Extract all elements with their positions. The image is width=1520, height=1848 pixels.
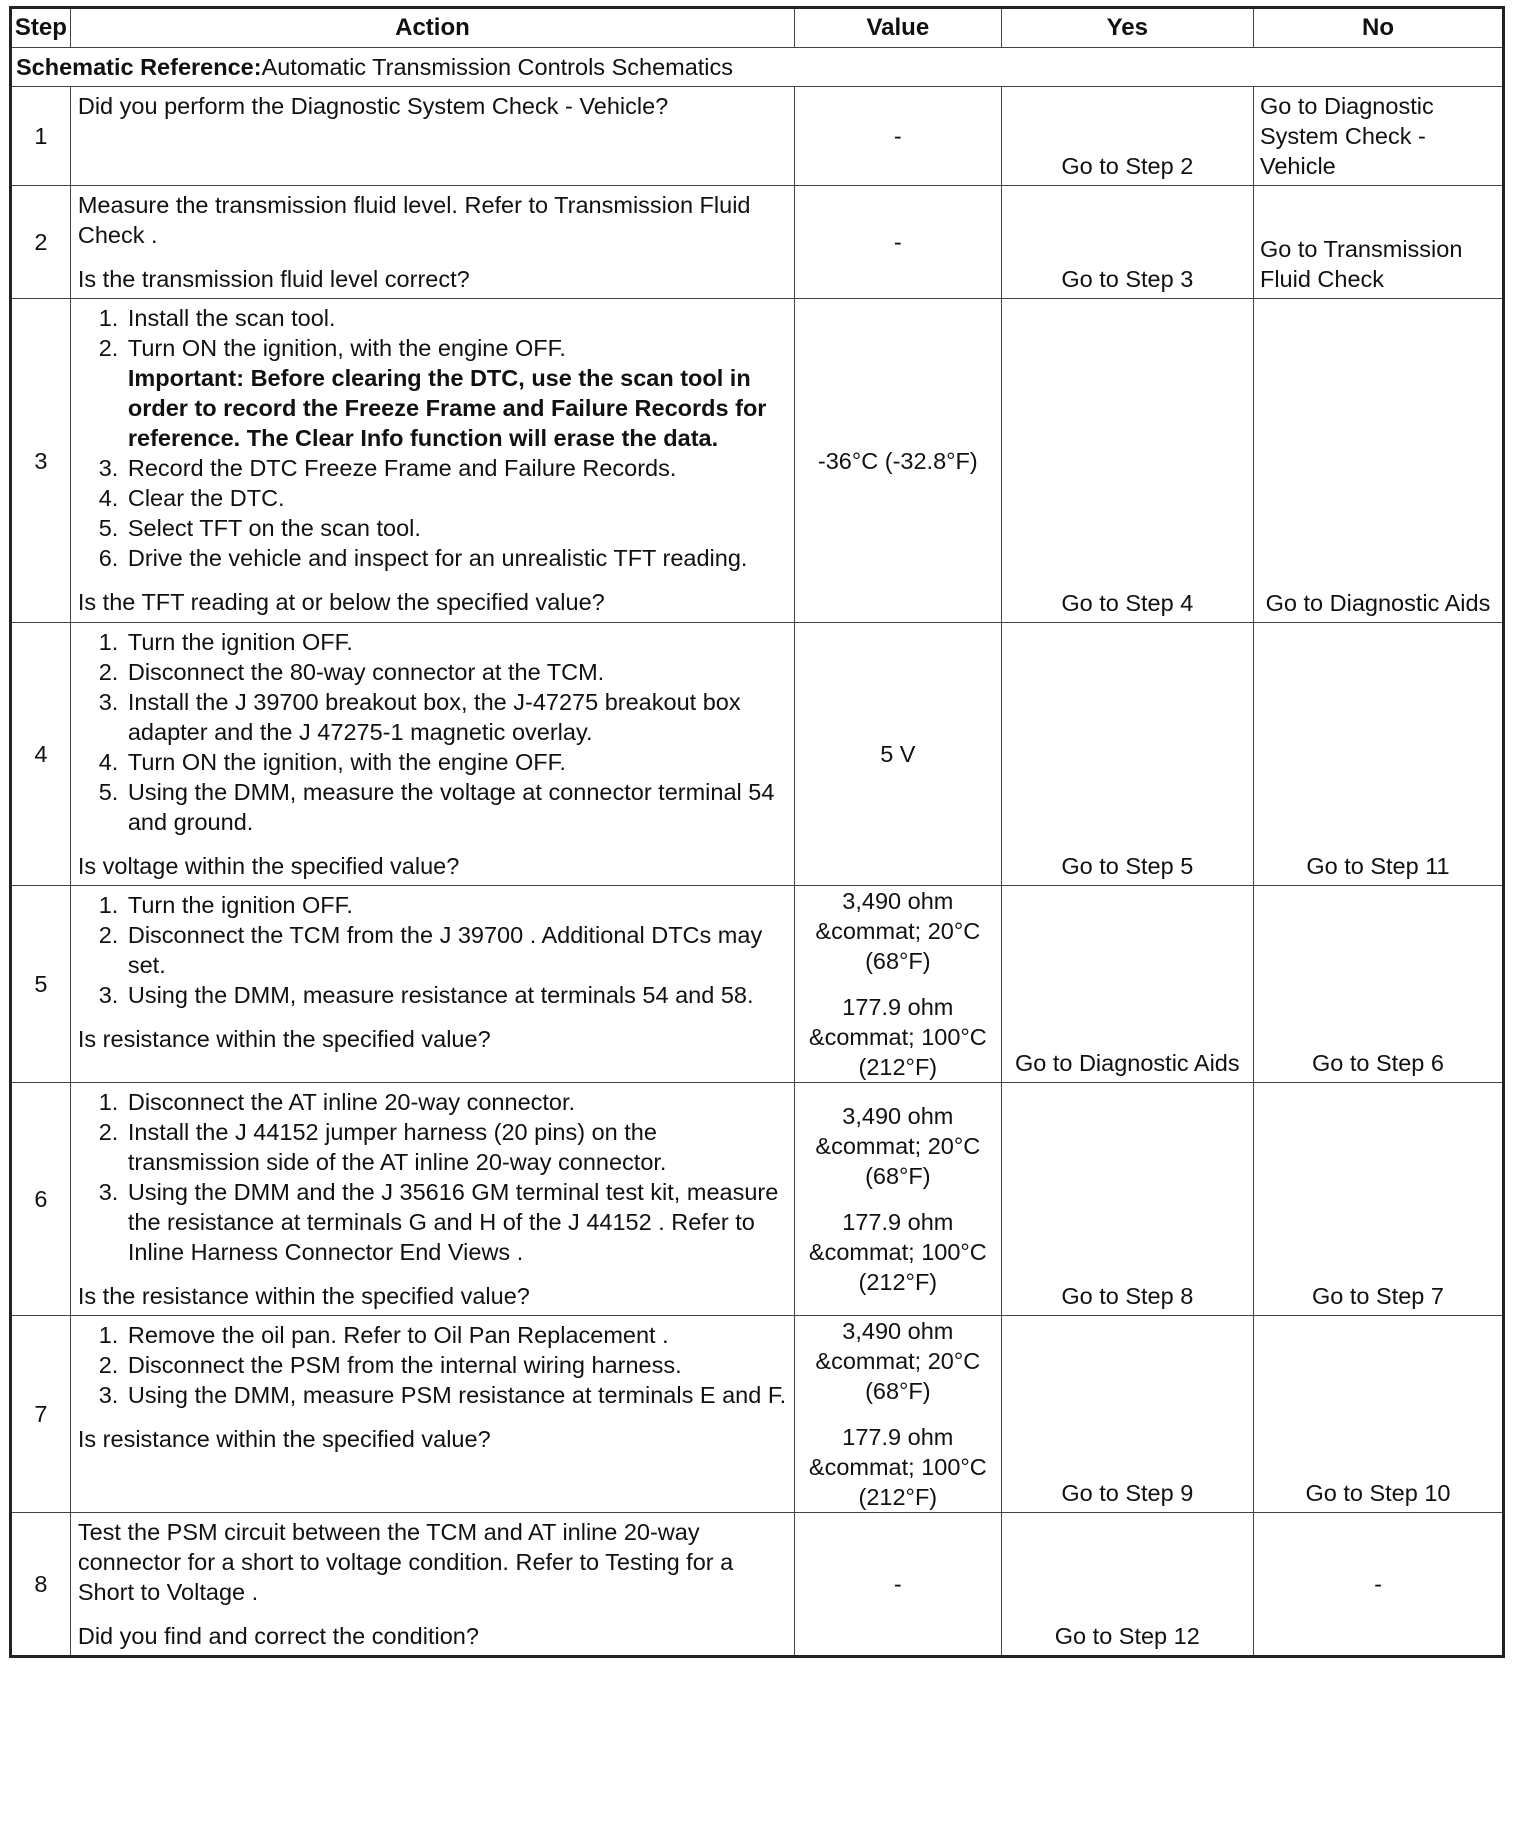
list-item: 1. Remove the oil pan. Refer to Oil Pan Replacement . [125, 1320, 788, 1350]
action-question: Is the TFT reading at or below the specified value? [77, 589, 605, 615]
action-text: Test the PSM circuit between the TCM and AT inline 20-way connector for a short to voltage condition. Refer to Testing for a Short to Voltage . [77, 1519, 734, 1605]
table-row [11, 1083, 1504, 1316]
table-row [11, 87, 1504, 186]
list-item: 3. Install the J 39700 breakout box, the J-47275 breakout box adapter and the J 47275-1 magnetic overlay. [125, 687, 788, 747]
value-cell: - [795, 87, 1002, 186]
action-cell [70, 186, 794, 299]
no-cell: Go to Step 10 [1253, 1316, 1503, 1513]
step-number: 7 [11, 1316, 71, 1513]
header-action: Action [70, 8, 794, 48]
action-text: Measure the transmission fluid level. Refer to Transmission Fluid Check . [77, 192, 751, 248]
no-cell: Go to Diagnostic System Check - Vehicle [1253, 87, 1503, 186]
step-number: 6 [11, 1083, 71, 1316]
action-question: Did you find and correct the condition? [77, 1623, 479, 1649]
list-item: 4. Turn ON the ignition, with the engine OFF. [125, 747, 788, 777]
yes-cell: Go to Step 5 [1001, 623, 1253, 886]
value-at-20c: 3,490 ohm &commat; 20°C (68°F) [815, 1318, 981, 1404]
yes-cell: Go to Step 12 [1001, 1513, 1253, 1657]
action-cell [70, 1316, 794, 1513]
action-steps [78, 627, 788, 837]
action-question: Is the resistance within the specified value? [77, 1283, 530, 1309]
list-item: 2. Disconnect the 80-way connector at the TCM. [125, 657, 788, 687]
header-row [11, 8, 1504, 48]
table-row [11, 623, 1504, 886]
yes-cell: Go to Step 2 [1001, 87, 1253, 186]
header-no: No [1253, 8, 1503, 48]
list-item [125, 333, 788, 453]
value-at-20c: 3,490 ohm &commat; 20°C (68°F) [815, 1103, 981, 1189]
table-row [11, 186, 1504, 299]
value-cell: -36°C (-32.8°F) [795, 299, 1002, 623]
yes-cell: Go to Step 4 [1001, 299, 1253, 623]
list-item: 1. Disconnect the AT inline 20-way connector. [125, 1087, 788, 1117]
schematic-reference [11, 48, 1504, 87]
action-steps [78, 1087, 788, 1267]
action-cell [70, 87, 794, 186]
value-cell: - [795, 186, 1002, 299]
value-cell [795, 886, 1002, 1083]
action-question: Is voltage within the specified value? [77, 853, 460, 879]
value-at-100c: 177.9 ohm &commat; 100°C (212°F) [808, 1209, 987, 1295]
value-cell [795, 1316, 1002, 1513]
list-item: 3. Using the DMM, measure PSM resistance at terminals E and F. [125, 1380, 788, 1410]
action-steps [78, 1320, 788, 1410]
step-number: 2 [11, 186, 71, 299]
list-item: 2. Install the J 44152 jumper harness (20 pins) on the transmission side of the AT inline 20-way connector. [125, 1117, 788, 1177]
header-value: Value [795, 8, 1002, 48]
step-number: 4 [11, 623, 71, 886]
list-item: 4. Clear the DTC. [125, 483, 788, 513]
action-cell [70, 886, 794, 1083]
no-cell: Go to Transmission Fluid Check [1253, 186, 1503, 299]
action-text: Did you perform the Diagnostic System Check - Vehicle? [77, 93, 669, 119]
list-item: 2. Disconnect the PSM from the internal wiring harness. [125, 1350, 788, 1380]
step-number: 5 [11, 886, 71, 1083]
list-item: 5. Select TFT on the scan tool. [125, 513, 788, 543]
action-cell [70, 1083, 794, 1316]
step-number: 8 [11, 1513, 71, 1657]
action-cell [70, 299, 794, 623]
action-question: Is resistance within the specified value? [77, 1426, 491, 1452]
schematic-row [11, 48, 1504, 87]
yes-cell: Go to Step 8 [1001, 1083, 1253, 1316]
list-item: 3. Record the DTC Freeze Frame and Failure Records. [125, 453, 788, 483]
no-cell: Go to Step 6 [1253, 886, 1503, 1083]
schematic-label: Schematic Reference: [16, 54, 262, 80]
list-item: 1. Install the scan tool. [125, 303, 788, 333]
yes-cell: Go to Step 3 [1001, 186, 1253, 299]
no-cell: Go to Step 7 [1253, 1083, 1503, 1316]
no-cell: - [1253, 1513, 1503, 1657]
value-cell: 5 V [795, 623, 1002, 886]
table-row [11, 886, 1504, 1083]
yes-cell: Go to Step 9 [1001, 1316, 1253, 1513]
header-yes: Yes [1001, 8, 1253, 48]
list-item: 2. Disconnect the TCM from the J 39700 . Additional DTCs may set. [125, 920, 788, 980]
step-number: 3 [11, 299, 71, 623]
value-at-20c: 3,490 ohm &commat; 20°C (68°F) [815, 888, 981, 974]
value-at-100c: 177.9 ohm &commat; 100°C (212°F) [808, 1424, 987, 1510]
list-item: 3. Using the DMM, measure resistance at terminals 54 and 58. [125, 980, 788, 1010]
action-cell [70, 1513, 794, 1657]
no-cell: Go to Diagnostic Aids [1253, 299, 1503, 623]
schematic-text: Automatic Transmission Controls Schematics [261, 54, 734, 80]
action-steps [78, 890, 788, 1010]
value-cell: - [795, 1513, 1002, 1657]
table-row [11, 299, 1504, 623]
list-item: 3. Using the DMM and the J 35616 GM terminal test kit, measure the resistance at terminals G and H of the J 44152 . Refer to Inline Harness Connector End Views . [125, 1177, 788, 1267]
step-number: 1 [11, 87, 71, 186]
action-steps [78, 303, 788, 573]
list-item: 6. Drive the vehicle and inspect for an unrealistic TFT reading. [125, 543, 788, 573]
no-cell: Go to Step 11 [1253, 623, 1503, 886]
list-item: 1. Turn the ignition OFF. [125, 627, 788, 657]
header-step: Step [11, 8, 71, 48]
list-item-text: Turn ON the ignition, with the engine OFF. [127, 335, 566, 361]
table-row [11, 1316, 1504, 1513]
list-item: 1. Turn the ignition OFF. [125, 890, 788, 920]
value-at-100c: 177.9 ohm &commat; 100°C (212°F) [808, 994, 987, 1080]
important-note: Important: Before clearing the DTC, use the scan tool in order to record the Freeze Frame and Failure Records for reference. The Clear Info function will erase the data. [127, 365, 767, 451]
action-question: Is resistance within the specified value? [77, 1026, 491, 1052]
table-row [11, 1513, 1504, 1657]
value-cell [795, 1083, 1002, 1316]
yes-cell: Go to Diagnostic Aids [1001, 886, 1253, 1083]
action-cell [70, 623, 794, 886]
action-question: Is the transmission fluid level correct? [77, 266, 470, 292]
diagnostic-table [9, 6, 1505, 1658]
list-item: 5. Using the DMM, measure the voltage at connector terminal 54 and ground. [125, 777, 788, 837]
